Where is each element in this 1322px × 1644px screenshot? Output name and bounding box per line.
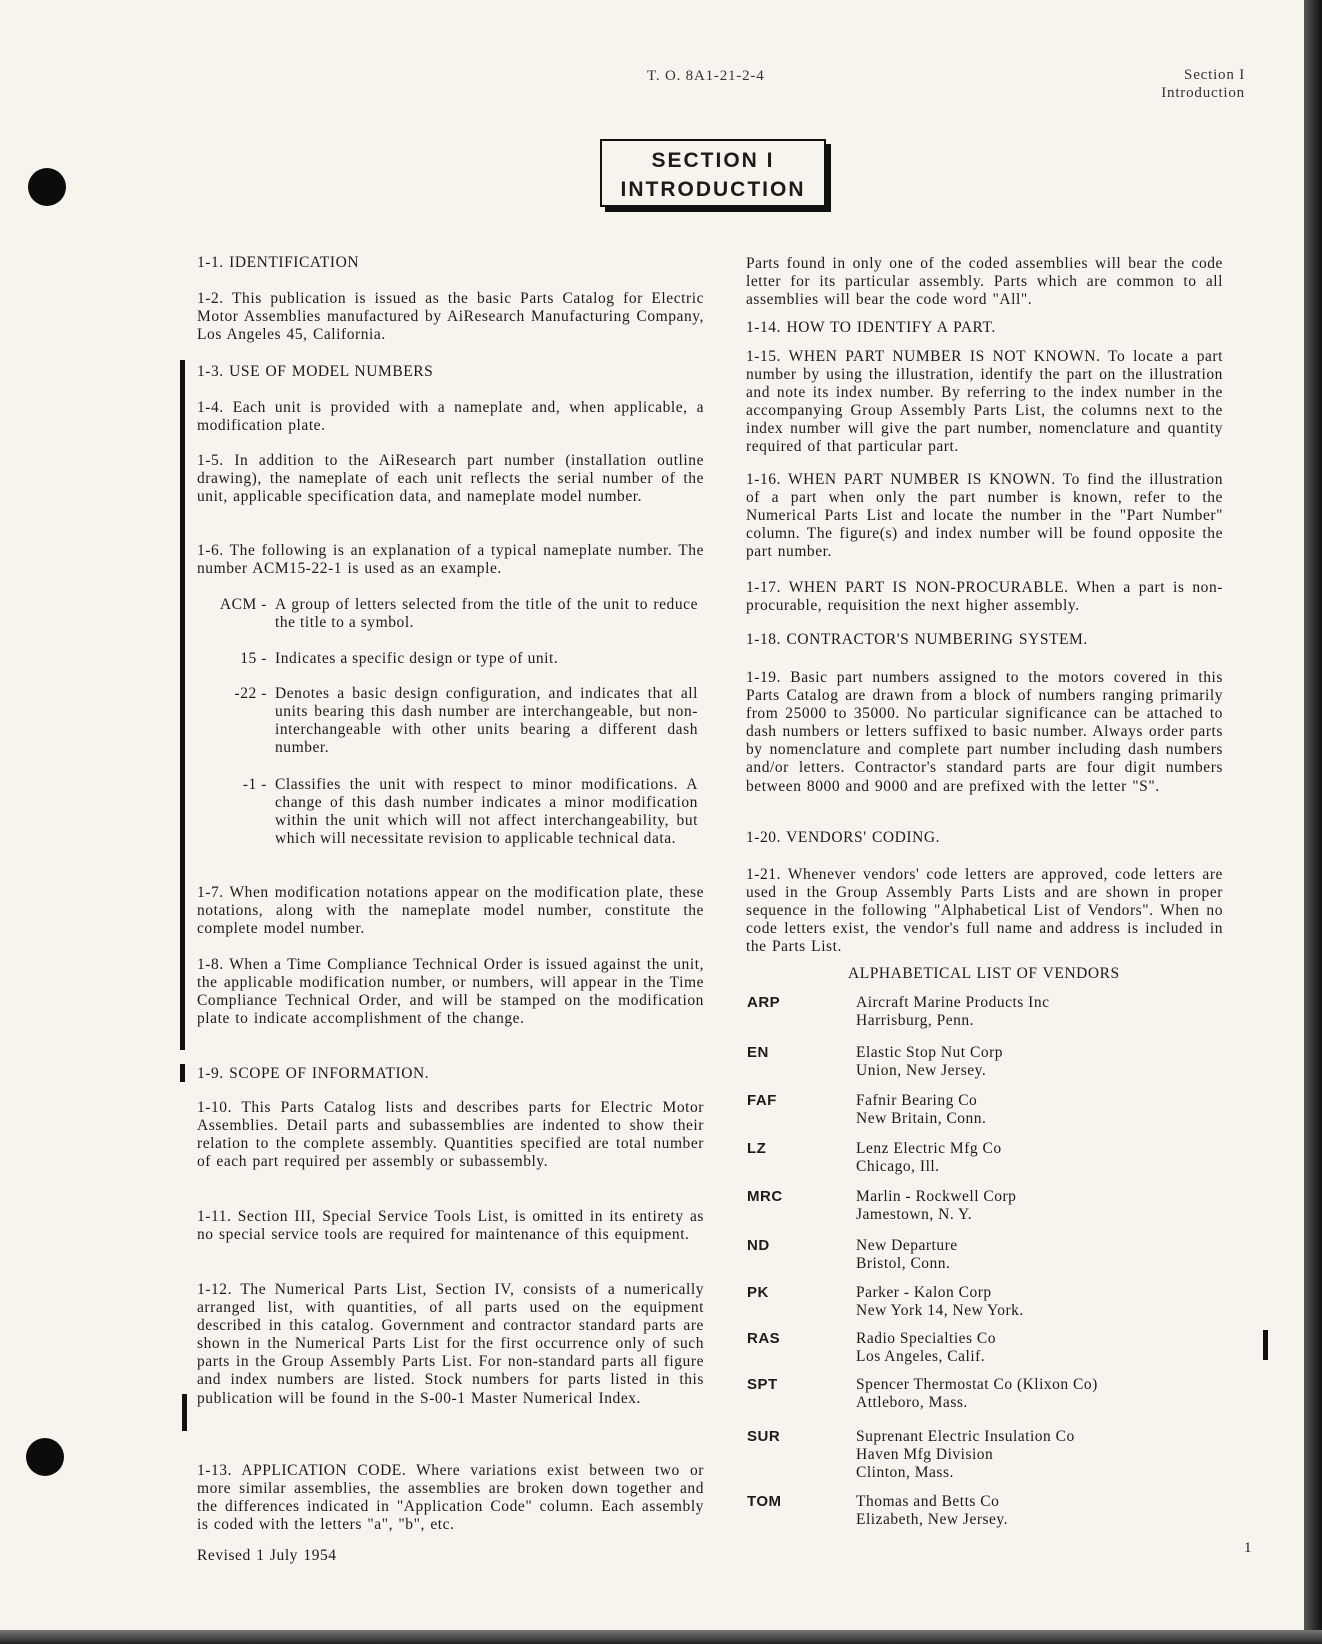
para-1-3: 1-3. USE OF MODEL NUMBERS <box>197 363 434 380</box>
definition-key: 15 - <box>240 650 267 667</box>
para-1-21: 1-21. Whenever vendors' code letters are approved, code letters are used in the Group Assembly Parts Lists and are shown in proper sequence in the following "Alphabetical List of Vendors". When no code letters exist, the vendor's full name and address is included in the Parts List. <box>746 866 1223 956</box>
vendor-address: New Britain, Conn. <box>856 1110 987 1127</box>
para-1-7: 1-7. When modification notations appear on the modification plate, these notations, along with the nameplate model number, constitute the complete model number. <box>197 884 704 938</box>
vendor-code: ARP <box>747 994 781 1011</box>
para-1-6: 1-6. The following is an explanation of a typical nameplate number. The number ACM15-22-1 is used as an example. <box>197 542 704 578</box>
para-1-11: 1-11. Section III, Special Service Tools List, is omitted in its entirety as no special service tools are required for maintenance of this equipment. <box>197 1208 704 1244</box>
definition-1 <box>197 776 704 876</box>
definition-key: ACM - <box>219 596 267 613</box>
para-1-19: 1-19. Basic part numbers assigned to the motors covered in this Parts Catalog are drawn from a block of numbers ranging primarily from 25000 to 35000. No particular significance can be attached to dash numbers or letters suffixed to basic number. Always order parts by nomenclature and complete part number including dash numbers and/or letters. Contractor's standard parts are four digit numbers between 8000 and 9000 and are prefixed with the letter "S". <box>746 669 1223 795</box>
vendor-code: FAF <box>747 1092 777 1109</box>
vendor-code: SPT <box>747 1376 778 1393</box>
section-title-box <box>600 139 826 207</box>
vendor-address: Clinton, Mass. <box>856 1464 954 1481</box>
vendor-code: PK <box>747 1284 769 1301</box>
definition-acm <box>197 596 704 636</box>
para-1-10: 1-10. This Parts Catalog lists and describes parts for Electric Motor Assemblies. Detail parts and subassemblies are indented to show their relation to the complete assembly. Quantities specified are total number of each part required per assembly or subassembly. <box>197 1099 704 1171</box>
vendor-code: LZ <box>747 1140 767 1157</box>
vendor-address: Los Angeles, Calif. <box>856 1348 986 1365</box>
vendor-address: Attleboro, Mass. <box>856 1394 968 1411</box>
vendor-name: Suprenant Electric Insulation Co <box>856 1428 1075 1445</box>
vendor-code: SUR <box>747 1428 781 1445</box>
para-1-4: 1-4. Each unit is provided with a nameplate and, when applicable, a modification plate. <box>197 399 704 435</box>
para-1-13: 1-13. APPLICATION CODE. Where variations exist between two or more similar assemblies, the assemblies are broken down together and the differences indicated in "Application Code" column. Each assembly is coded with the letters "a", "b", etc. <box>197 1462 704 1534</box>
vendor-name: Elastic Stop Nut Corp <box>856 1044 1003 1061</box>
definition-text: Indicates a specific design or type of unit. <box>275 650 559 667</box>
change-bar <box>180 1064 185 1082</box>
para-1-20: 1-20. VENDORS' CODING. <box>746 829 940 846</box>
vendor-name: Fafnir Bearing Co <box>856 1092 978 1109</box>
vendor-address: Jamestown, N. Y. <box>856 1206 973 1223</box>
page-number: 1 <box>1244 1540 1252 1556</box>
page-edge-right <box>1304 0 1322 1644</box>
punch-hole <box>28 168 66 206</box>
vendor-code: EN <box>747 1044 769 1061</box>
vendor-name: Thomas and Betts Co <box>856 1493 1000 1510</box>
vendor-division: Haven Mfg Division <box>856 1446 994 1463</box>
definition-key: -1 - <box>242 776 267 793</box>
definition-text: A group of letters selected from the title of the unit to reduce the title to a symbol. <box>275 596 698 632</box>
change-bar <box>1263 1330 1268 1360</box>
para-1-16: 1-16. WHEN PART NUMBER IS KNOWN. To find the illustration of a part when only the part number is known, refer to the Numerical Parts List and locate the number in the "Part Number" column. The figure(s) and index number will be found opposite the part number. <box>746 471 1223 561</box>
para-1-1: 1-1. IDENTIFICATION <box>197 254 360 271</box>
vendor-name: Marlin - Rockwell Corp <box>856 1188 1017 1205</box>
definition-text: Classifies the unit with respect to minor modifications. A change of this dash number indicates a minor modification within the unit which will not affect interchangeability, but which will necessitate revision to applicable technical data. <box>275 776 698 848</box>
vendor-name: Lenz Electric Mfg Co <box>856 1140 1002 1157</box>
vendor-address: Chicago, Ill. <box>856 1158 940 1175</box>
para-1-15: 1-15. WHEN PART NUMBER IS NOT KNOWN. To locate a part number by using the illustration, identify the part on the illustration and note its index number. By referring to the index number in the accompanying Group Assembly Parts List, the columns next to the index number will give the part number, nomenclature and quantity required of that particular part. <box>746 348 1223 456</box>
change-bar <box>182 1394 187 1431</box>
vendor-code: RAS <box>747 1330 781 1347</box>
vendor-list-title: ALPHABETICAL LIST OF VENDORS <box>848 965 1120 982</box>
definition-22 <box>197 685 704 765</box>
vendor-name: Radio Specialties Co <box>856 1330 997 1347</box>
para-1-13-continued: Parts found in only one of the coded assemblies will bear the code letter for its particular assembly. Parts which are common to all assemblies will bear the code word "All". <box>746 255 1223 309</box>
header-section-title: Introduction <box>1161 85 1245 101</box>
page-edge-bottom <box>0 1630 1322 1644</box>
definition-15 <box>197 650 704 670</box>
definition-key: -22 - <box>234 685 267 702</box>
vendor-address: New York 14, New York. <box>856 1302 1024 1319</box>
para-1-8: 1-8. When a Time Compliance Technical Order is issued against the unit, the applicable modification number, or numbers, will appear in the Time Compliance Technical Order, and will be stamped on the modification plate to indicate accomplishment of the change. <box>197 956 704 1028</box>
vendor-code: MRC <box>747 1188 783 1205</box>
para-1-2: 1-2. This publication is issued as the basic Parts Catalog for Electric Motor Assemblies manufactured by AiResearch Manufacturing Company, Los Angeles 45, California. <box>197 290 704 344</box>
vendor-name: Spencer Thermostat Co (Klixon Co) <box>856 1376 1098 1393</box>
revision-date: Revised 1 July 1954 <box>197 1547 337 1564</box>
change-bar <box>180 360 185 1050</box>
vendor-address: Harrisburg, Penn. <box>856 1012 974 1029</box>
vendor-address: Union, New Jersey. <box>856 1062 987 1079</box>
para-1-5: 1-5. In addition to the AiResearch part number (installation outline drawing), the nameplate of each unit reflects the serial number of the unit, applicable specification data, and nameplate model number. <box>197 452 704 506</box>
vendor-code: ND <box>747 1237 770 1254</box>
vendor-name: New Departure <box>856 1237 958 1254</box>
para-1-18: 1-18. CONTRACTOR'S NUMBERING SYSTEM. <box>746 631 1088 648</box>
definition-text: Denotes a basic design configuration, and indicates that all units bearing this dash number are interchangeable, but non-interchangeable with other units bearing a different dash number. <box>275 685 698 757</box>
para-1-14: 1-14. HOW TO IDENTIFY A PART. <box>746 319 996 336</box>
punch-hole <box>26 1438 64 1476</box>
para-1-17: 1-17. WHEN PART IS NON-PROCURABLE. When a part is non-procurable, requisition the next higher assembly. <box>746 579 1223 615</box>
vendor-code: TOM <box>747 1493 782 1510</box>
to-number: T. O. 8A1-21-2-4 <box>647 68 765 84</box>
vendor-name: Parker - Kalon Corp <box>856 1284 992 1301</box>
vendor-name: Aircraft Marine Products Inc <box>856 994 1050 1011</box>
vendor-address: Elizabeth, New Jersey. <box>856 1511 1009 1528</box>
section-number: SECTION I <box>651 149 775 172</box>
para-1-9: 1-9. SCOPE OF INFORMATION. <box>197 1065 430 1082</box>
vendor-address: Bristol, Conn. <box>856 1255 951 1272</box>
header-section: Section I <box>1184 67 1245 83</box>
para-1-12: 1-12. The Numerical Parts List, Section IV, consists of a numerically arranged list, with quantities, of all parts used on the equipment described in this catalog. Government and contractor standard parts are shown in the Numerical Parts List for the first occurrence only of such parts in the Group Assembly Parts List. For non-standard parts all figure and index numbers are listed. Stock numbers for parts listed in this publication will be found in the S-00-1 Master Numerical Index. <box>197 1281 704 1407</box>
section-title: INTRODUCTION <box>620 178 806 201</box>
